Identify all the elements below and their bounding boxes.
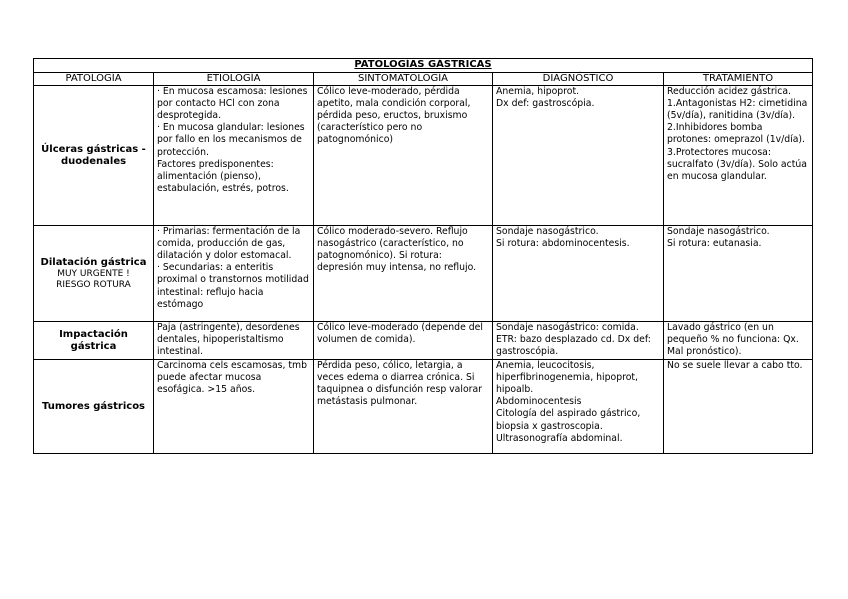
diagnostico-cell xyxy=(493,226,664,322)
etiologia-text: · En mucosa escamosa: lesiones por contacto HCl con zona desprotegida. xyxy=(157,86,308,122)
etiologia-text: · Secundarias: a enteritis proximal o transtornos motilidad intestinal: reflujo hacia estómago xyxy=(157,262,309,310)
tratamiento-text: Si rotura: eutanasia. xyxy=(667,238,762,250)
tratamiento-text: 1.Antagonistas H2: cimetidina (5v/día), ranitidina (3v/día). xyxy=(667,98,808,122)
diagnostico-text: Anemia, hipoprot. xyxy=(496,86,580,98)
tratamiento-text: 3.Protectores mucosa: sucralfato (3v/día). Solo actúa en mucosa glandular. xyxy=(667,146,807,182)
tratamiento-cell xyxy=(664,322,813,360)
tratamiento-cell xyxy=(664,86,813,226)
tratamiento-text: Sondaje nasogástrico. xyxy=(667,226,770,238)
diagnostico-text: Anemia, leucocitosis, hiperfibrinogenemia, hipoprot, hipoalb. xyxy=(496,360,639,396)
sintomatologia-cell xyxy=(314,322,493,360)
column-header-etiologia: ETIOLOGÍA xyxy=(154,73,314,86)
etiologia-text: · Primarias: fermentación de la comida, producción de gas, dilatación y dolor estomacal. xyxy=(157,226,301,262)
diagnostico-text: Si rotura: abdominocentesis. xyxy=(496,238,630,250)
table-row xyxy=(34,86,813,226)
sintomatologia-text: Pérdida peso, cólico, letargia, a veces edema o diarrea crónica. Si taquipnea o disfunción resp valorar metástasis pulmonar. xyxy=(317,360,482,408)
pathology-warning: MUY URGENTE ! xyxy=(57,268,130,279)
etiologia-text: · En mucosa glandular: lesiones por fallo en los mecanismos de protección. xyxy=(157,122,305,158)
etiologia-cell xyxy=(154,86,314,226)
pathology-table xyxy=(33,58,813,454)
tratamiento-text: Reducción acidez gástrica. xyxy=(667,86,792,98)
sintomatologia-cell xyxy=(314,86,493,226)
sintomatologia-cell xyxy=(314,226,493,322)
tratamiento-text: Lavado gástrico (en un pequeño % no funciona: Qx. Mal pronóstico). xyxy=(667,322,799,358)
etiologia-cell xyxy=(154,360,314,454)
diagnostico-text: Ultrasonografía abdominal. xyxy=(496,432,623,444)
patologia-cell xyxy=(34,322,154,360)
etiologia-text: Factores predisponentes: alimentación (pienso), estabulación, estrés, potros. xyxy=(157,158,289,194)
diagnostico-text: Sondaje nasogástrico: comida. ETR: bazo desplazado cd. Dx def: gastroscópia. xyxy=(496,322,651,358)
etiologia-cell xyxy=(154,226,314,322)
diagnostico-cell xyxy=(493,86,664,226)
sintomatologia-text: Cólico leve-moderado (depende del volumen de comida). xyxy=(317,322,483,346)
pathology-name: Úlceras gástricas - duodenales xyxy=(41,143,146,167)
table-row xyxy=(34,322,813,360)
tratamiento-text: 2.Inhibidores bomba protones: omeprazol (1v/día). xyxy=(667,122,806,146)
diagnostico-cell xyxy=(493,322,664,360)
table-row xyxy=(34,360,813,454)
tratamiento-cell xyxy=(664,226,813,322)
sintomatologia-text: Cólico moderado-severo. Reflujo nasogástrico (característico, no patognomónico). Si rotura: depresión muy intensa, no reflujo. xyxy=(317,226,477,274)
diagnostico-text: Abdominocentesis xyxy=(496,396,582,408)
pathology-name: Dilatación gástrica xyxy=(40,256,147,268)
patologia-cell xyxy=(34,86,154,226)
diagnostico-text: Dx def: gastroscópia. xyxy=(496,98,595,110)
sintomatologia-cell xyxy=(314,360,493,454)
diagnostico-cell xyxy=(493,360,664,454)
column-header-tratamiento: TRATAMIENTO xyxy=(664,73,813,86)
column-header-diagnostico: DIAGNÓSTICO xyxy=(493,73,664,86)
patologia-cell xyxy=(34,360,154,454)
diagnostico-text: Citología del aspirado gástrico, biopsia x gastroscopia. xyxy=(496,408,641,432)
tratamiento-cell xyxy=(664,360,813,454)
etiologia-text: Carcinoma cels escamosas, tmb puede afectar mucosa esofágica. >15 años. xyxy=(157,360,308,396)
diagnostico-text: Sondaje nasogástrico. xyxy=(496,226,599,238)
pathology-name: Impactación gástrica xyxy=(59,328,128,352)
tratamiento-text: No se suele llevar a cabo tto. xyxy=(667,360,803,372)
header-row xyxy=(34,73,813,86)
table-row xyxy=(34,226,813,322)
patologia-cell xyxy=(34,226,154,322)
column-header-patologia: PATOLOGÍA xyxy=(34,73,154,86)
etiologia-text: Paja (astringente), desordenes dentales, hipoperistaltismo intestinal. xyxy=(157,322,300,358)
pathology-name: Tumores gástricos xyxy=(41,400,146,412)
column-header-sintomatologia: SINTOMATOLOGÍA xyxy=(314,73,493,86)
sintomatologia-text: Cólico leve-moderado, pérdida apetito, mala condición corporal, pérdida peso, eructos, bruxismo (característico pero no patognomónico) xyxy=(317,86,471,146)
etiologia-cell xyxy=(154,322,314,360)
pathology-warning: RIESGO ROTURA xyxy=(56,279,131,290)
table-title: PATOLOGÍAS GÁSTRICAS xyxy=(34,59,813,73)
